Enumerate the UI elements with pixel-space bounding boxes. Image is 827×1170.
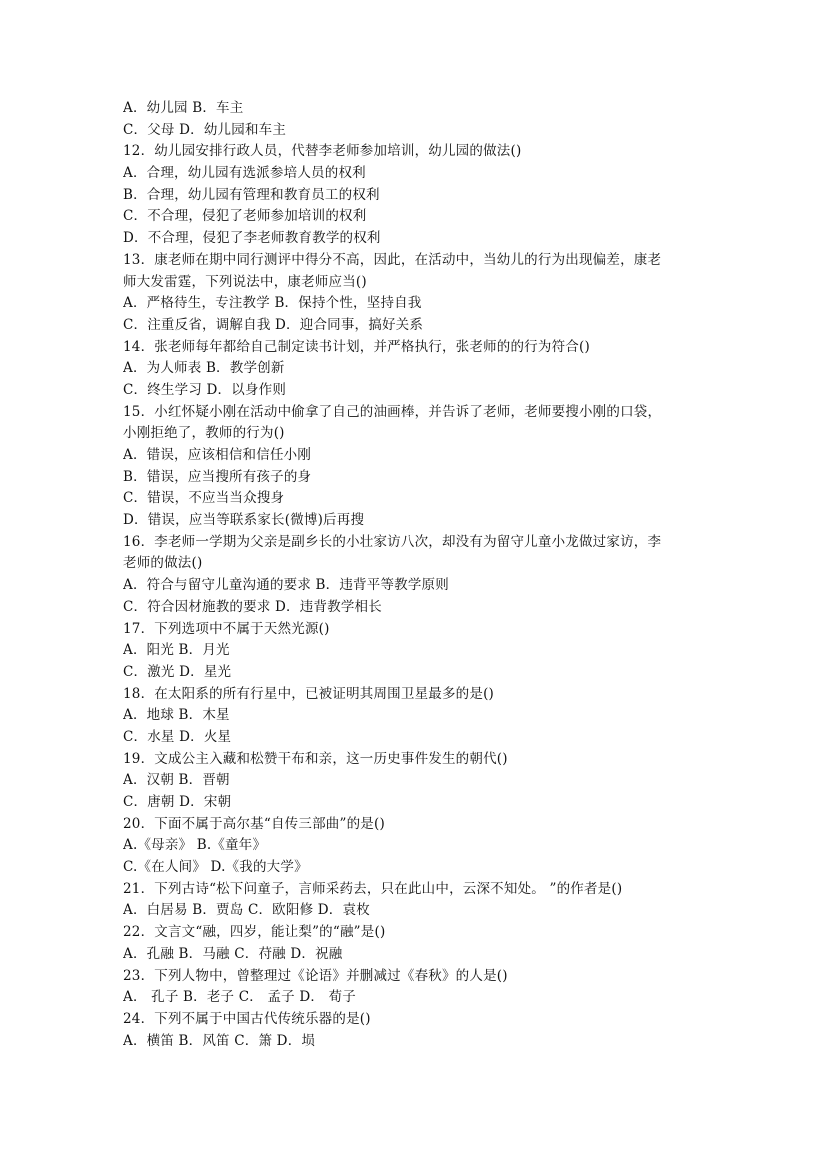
question-17: 17．下列选项中不属于天然光源() — [123, 620, 330, 637]
text-line: C．唐朝 D．宋朝 — [123, 794, 232, 810]
text-line: 师大发雷霆，下列说法中，康老师应当() — [123, 273, 367, 290]
question-16: 16．李老师一学期为父亲是副乡长的小壮家访八次，却没有为留守儿童小龙做过家访，李 — [123, 533, 662, 550]
text-line: C．父母 D．幼儿园和车主 — [123, 121, 287, 138]
text-line: A．阳光 B．月光 — [123, 642, 230, 659]
question-19: 19．文成公主入藏和松赞干布和亲，这一历史事件发生的朝代() — [123, 750, 508, 767]
text-line: A．合理，幼儿园有选派参培人员的权利 — [123, 165, 366, 182]
question-13: 13．康老师在期中同行测评中得分不高，因此，在活动中，当幼儿的行为出现偏差，康老 — [123, 251, 662, 268]
question-23: 23．下列人物中，曾整理过《论语》并删减过《春秋》的人是() — [123, 967, 508, 984]
text-line: C．终生学习 D．以身作则 — [123, 381, 287, 398]
text-line: D．不合理，侵犯了李老师教育教学的权利 — [123, 230, 381, 247]
question-14: 14．张老师每年都给自己制定读书计划，并严格执行，张老师的的行为符合() — [123, 338, 590, 355]
question-12: 12．幼儿园安排行政人员，代替李老师参加培训，幼儿园的做法() — [123, 143, 522, 160]
text-line: C.《在人间》 D.《我的大学》 — [123, 859, 308, 876]
text-line: D．错误，应当等联系家长(微博)后再搜 — [123, 512, 365, 529]
text-line: C．注重反省，调解自我 D．迎合同事，搞好关系 — [123, 316, 424, 333]
question-21: 21．下列古诗“松下问童子，言师采药去，只在此山中，云深不知处。 ”的作者是() — [123, 880, 623, 897]
text-line: A． 孔子 B．老子 C． 孟子 D． 荀子 — [123, 989, 356, 1006]
text-line: C．水星 D．火星 — [123, 728, 232, 745]
text-line: B．合理，幼儿园有管理和教育员工的权利 — [123, 186, 380, 203]
text-line: A．汉朝 B．晋朝 — [123, 772, 230, 789]
text-line: B．错误，应当搜所有孩子的身 — [123, 468, 312, 485]
text-line: 老师的做法() — [123, 555, 203, 572]
text-line: A．白居易 B．贾岛 C．欧阳修 D．袁枚 — [123, 902, 370, 919]
question-22: 22．文言文“融，四岁，能让梨”的“融”是() — [123, 924, 386, 941]
text-line: A．为人师表 B．教学创新 — [123, 360, 285, 377]
document-page — [123, 98, 713, 1052]
text-line: 小刚拒绝了，教师的行为() — [123, 425, 285, 442]
text-line: C．激光 D．星光 — [123, 663, 232, 680]
text-line: C．不合理，侵犯了老师参加培训的权利 — [123, 208, 367, 225]
text-line: A．符合与留守儿童沟通的要求 B．违背平等教学原则 — [123, 577, 449, 594]
text-line: A．地球 B．木星 — [123, 707, 230, 724]
question-24: 24．下列不属于中国古代传统乐器的是() — [123, 1010, 371, 1027]
text-line: A.《母亲》 B.《童年》 — [123, 837, 267, 854]
text-line: C．错误，不应当当众搜身 — [123, 490, 285, 507]
question-18: 18．在太阳系的所有行星中，已被证明其周围卫星最多的是() — [123, 685, 495, 702]
text-line: A．横笛 B．风笛 C．箫 D．埙 — [123, 1032, 316, 1049]
question-15: 15．小红怀疑小刚在活动中偷拿了自己的油画棒，并告诉了老师，老师要搜小刚的口袋， — [123, 403, 662, 420]
text-line: A．严格待生，专注教学 B．保持个性，坚持自我 — [123, 295, 422, 312]
text-line: A．幼儿园 B．车主 — [123, 100, 244, 116]
question-20: 20．下面不属于高尔基“自传三部曲”的是() — [123, 815, 385, 832]
text-line: C．符合因材施教的要求 D．违背教学相长 — [123, 598, 382, 615]
text-line: A．孔融 B．马融 C．苻融 D．祝融 — [123, 945, 343, 962]
text-line: A．错误，应该相信和信任小刚 — [123, 447, 312, 463]
